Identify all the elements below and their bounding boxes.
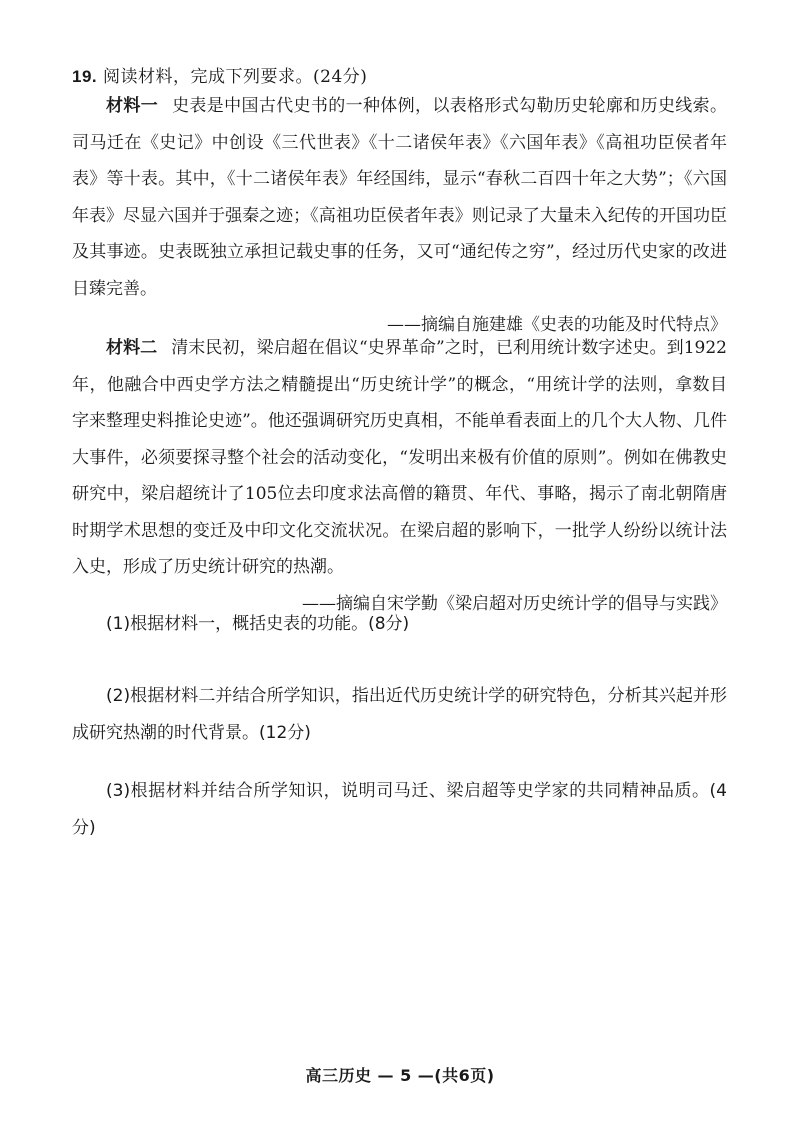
subquestion-1-text: (1)根据材料一，概括史表的功能。(8分) (106, 614, 410, 634)
material-one-text: 史表是中国古代史书的一种体例，以表格形式勾勒历史轮廓和历史线索。司马迁在《史记》中创设《三代世表》《十二诸侯年表》《六国年表》《高祖功臣侯者年表》等十表。其中，《十二诸侯年表》年经国纬，显示“春秋二百四十年之大势”；《六国年表》尽显六国并于强秦之迹；《高祖功臣侯者年表》则记录了大量未入纪传的开国功臣及其事迹。史表既独立承担记载史事的任务，又可“通纪传之穷”，经过历代史家的改进日臻完善。 (72, 96, 728, 299)
subquestion-2 (72, 678, 727, 752)
question-title (72, 62, 367, 87)
subquestion-3-text: (3)根据材料并结合所学知识，说明司马迁、梁启超等史学家的共同精神品质。(4分) (72, 781, 727, 838)
subquestion-2-text: (2)根据材料二并结合所学知识，指出近代历史统计学的研究特色，分析其兴起并形成研究热潮的时代背景。(12分) (72, 686, 727, 743)
question-prompt: 阅读材料，完成下列要求。(24分) (103, 67, 368, 87)
page-footer: 高三历史 — 5 —(共6页) (305, 1066, 495, 1085)
material-two-label: 材料二 (106, 338, 158, 358)
material-one-source: ——摘编自施建雄《史表的功能及时代特点》 (387, 315, 727, 335)
subquestion-1 (72, 606, 727, 643)
material-one (72, 88, 727, 344)
material-two (72, 330, 727, 622)
question-number: 19. (72, 67, 98, 86)
material-one-label: 材料一 (106, 96, 159, 116)
material-one-paragraph (72, 88, 727, 307)
material-two-text: 清末民初，梁启超在倡议“史界革命”之时，已利用统计数字述史。到1922年，他融合中西史学方法之精髓提出“历史统计学”的概念，“用统计学的法则，拿数目字来整理史料推论史迹”。他还强调研究历史真相，不能单看表面上的几个大人物、几件大事件，必须要探寻整个社会的活动变化，“发明出来极有价值的原则”。例如在佛教史研究中，梁启超统计了105位去印度求法高僧的籍贯、年代、事略，揭示了南北朝隋唐时期学术思想的变迁及中印文化交流状况。在梁启超的影响下，一批学人纷纷以统计法入史，形成了历史统计研究的热潮。 (72, 338, 727, 577)
subquestion-3 (72, 773, 727, 847)
material-two-source: ——摘编自宋学勤《梁启超对历史统计学的倡导与实践》 (302, 593, 727, 614)
material-two-paragraph (72, 330, 727, 586)
